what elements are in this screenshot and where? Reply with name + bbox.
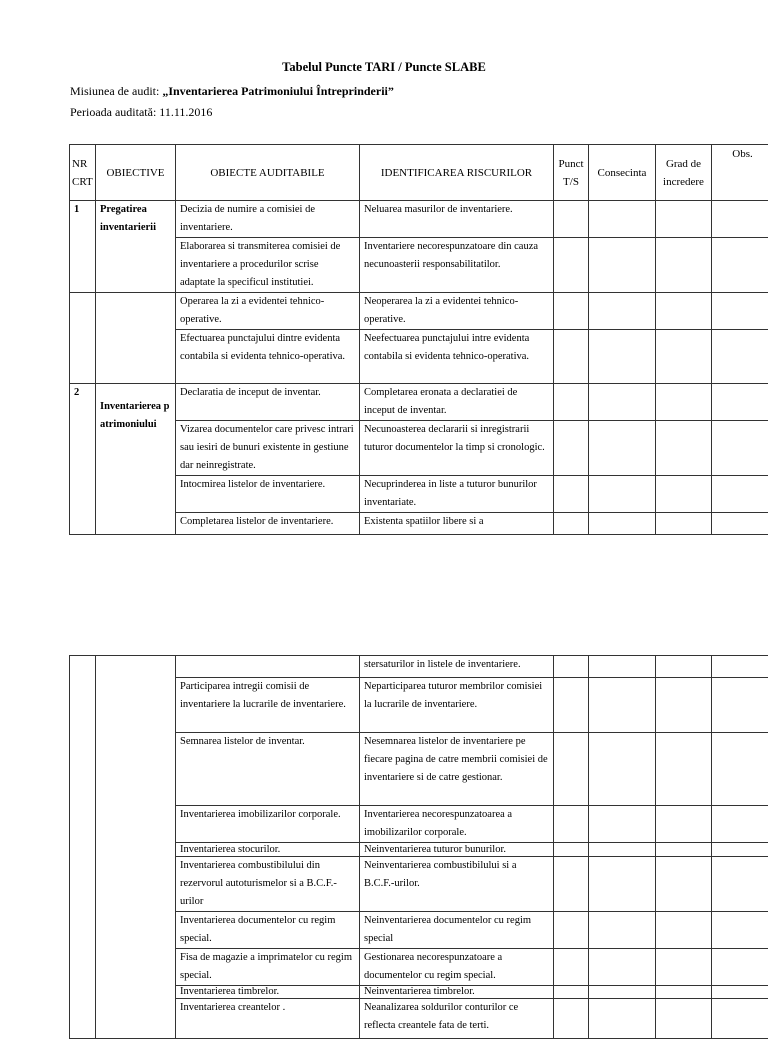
table-row — [70, 656, 768, 678]
obs-cell — [712, 843, 768, 857]
auditable-object-cell: Efectuarea punctajului dintre evidenta contabila si evidenta tehnico-operativa. — [176, 330, 360, 384]
obs-cell — [712, 384, 768, 421]
punct-cell — [554, 513, 589, 535]
objective-cell: Pregatirea inventarierii — [96, 201, 176, 293]
risk-cell: Neoperarea la zi a evidentei tehnico-operative. — [360, 293, 554, 330]
consecinta-cell — [589, 384, 656, 421]
obs-cell — [712, 806, 768, 843]
punct-cell — [554, 806, 589, 843]
auditable-object-cell: Elaborarea si transmiterea comisiei de inventariere a procedurilor scrise adaptate la specificul institutiei. — [176, 238, 360, 293]
grad-cell — [656, 656, 712, 678]
risk-cell: Inventariere necorespunzatoare din cauza necunoasterii responsabilitatilor. — [360, 238, 554, 293]
auditable-object-cell: Semnarea listelor de inventar. — [176, 733, 360, 806]
consecinta-cell — [589, 949, 656, 986]
audit-mission-label: Misiunea de audit: — [70, 84, 162, 98]
risk-cell: Nesemnarea listelor de inventariere pe fiecare pagina de catre membrii comisiei de inventariere si de catre gestionar. — [360, 733, 554, 806]
table-row — [70, 201, 768, 238]
grad-cell — [656, 476, 712, 513]
document-title: Tabelul Puncte TARI / Puncte SLABE — [0, 60, 768, 75]
obs-cell — [712, 330, 768, 384]
punct-cell — [554, 733, 589, 806]
consecinta-cell — [589, 678, 656, 733]
consecinta-cell — [589, 843, 656, 857]
header-obiective: OBIECTIVE — [96, 145, 176, 201]
objective-text: Inventarierea patrimoniului — [100, 384, 171, 434]
punct-cell — [554, 330, 589, 384]
auditable-object-cell: Inventarierea combustibilului din rezervorul autoturismelor si a B.C.F.-urilor — [176, 857, 360, 912]
audit-mission-value: „Inventarierea Patrimoniului Întreprinderii” — [162, 84, 394, 98]
obs-cell — [712, 513, 768, 535]
auditable-object-cell: Declaratia de inceput de inventar. — [176, 384, 360, 421]
header-grad-de-incredere: Grad de incredere — [656, 145, 712, 201]
grad-cell — [656, 330, 712, 384]
auditable-object-cell: Inventarierea documentelor cu regim special. — [176, 912, 360, 949]
objective-cell — [96, 656, 176, 1039]
objective-cell — [96, 293, 176, 384]
grad-cell — [656, 843, 712, 857]
audit-table-page-1 — [69, 144, 768, 535]
obs-cell — [712, 733, 768, 806]
consecinta-cell — [589, 476, 656, 513]
obs-cell — [712, 201, 768, 238]
grad-cell — [656, 857, 712, 912]
consecinta-cell — [589, 201, 656, 238]
consecinta-cell — [589, 656, 656, 678]
obs-cell — [712, 421, 768, 476]
audit-period: Perioada auditată: 11.11.2016 — [70, 105, 212, 120]
header-obiecte-auditabile: OBIECTE AUDITABILE — [176, 145, 360, 201]
auditable-object-cell: Inventarierea timbrelor. — [176, 986, 360, 999]
punct-cell — [554, 843, 589, 857]
obs-cell — [712, 912, 768, 949]
auditable-object-cell: Inventarierea imobilizarilor corporale. — [176, 806, 360, 843]
auditable-object-cell: Fisa de magazie a imprimatelor cu regim special. — [176, 949, 360, 986]
punct-cell — [554, 293, 589, 330]
header-identificarea-riscurilor: IDENTIFICAREA RISCURILOR — [360, 145, 554, 201]
row-number: 2 — [70, 384, 96, 535]
punct-cell — [554, 857, 589, 912]
grad-cell — [656, 513, 712, 535]
risk-cell: Neinventarierea combustibilului si a B.C.F.-urilor. — [360, 857, 554, 912]
risk-cell: Completarea eronata a declaratiei de inceput de inventar. — [360, 384, 554, 421]
consecinta-cell — [589, 513, 656, 535]
consecinta-cell — [589, 857, 656, 912]
grad-cell — [656, 384, 712, 421]
obs-cell — [712, 476, 768, 513]
table-row — [70, 384, 768, 421]
punct-cell — [554, 476, 589, 513]
audit-mission — [70, 84, 394, 99]
obs-cell — [712, 678, 768, 733]
risk-cell: Neefectuarea punctajului intre evidenta contabila si evidenta tehnico-operativa. — [360, 330, 554, 384]
auditable-object-cell: Completarea listelor de inventariere. — [176, 513, 360, 535]
punct-cell — [554, 238, 589, 293]
auditable-object-cell: Inventarierea creantelor . — [176, 999, 360, 1039]
auditable-object-cell: Intocmirea listelor de inventariere. — [176, 476, 360, 513]
grad-cell — [656, 949, 712, 986]
punct-cell — [554, 986, 589, 999]
consecinta-cell — [589, 986, 656, 999]
obs-cell — [712, 238, 768, 293]
risk-cell: Neparticiparea tuturor membrilor comisiei la lucrarile de inventariere. — [360, 678, 554, 733]
risk-cell: Gestionarea necorespunzatoare a documentelor cu regim special. — [360, 949, 554, 986]
punct-cell — [554, 201, 589, 238]
punct-cell — [554, 384, 589, 421]
risk-cell: stersaturilor in listele de inventariere. — [360, 656, 554, 678]
consecinta-cell — [589, 999, 656, 1039]
risk-cell: Neanalizarea soldurilor conturilor ce reflecta creantele fata de terti. — [360, 999, 554, 1039]
consecinta-cell — [589, 733, 656, 806]
audit-table-page-2 — [69, 655, 768, 1039]
grad-cell — [656, 201, 712, 238]
auditable-object-cell: Inventarierea stocurilor. — [176, 843, 360, 857]
grad-cell — [656, 986, 712, 999]
table-row — [70, 293, 768, 330]
header-consecinta: Consecinta — [589, 145, 656, 201]
row-number: 1 — [70, 201, 96, 293]
obs-cell — [712, 999, 768, 1039]
auditable-object-cell: Decizia de numire a comisiei de inventariere. — [176, 201, 360, 238]
risk-cell: Neinventarierea tuturor bunurilor. — [360, 843, 554, 857]
grad-cell — [656, 999, 712, 1039]
risk-cell: Neluarea masurilor de inventariere. — [360, 201, 554, 238]
consecinta-cell — [589, 421, 656, 476]
punct-cell — [554, 949, 589, 986]
row-number — [70, 293, 96, 384]
header-obs: Obs. — [712, 145, 768, 201]
risk-cell: Necunoasterea declararii si inregistrarii tuturor documentelor la timp si cronologic. — [360, 421, 554, 476]
auditable-object-cell — [176, 656, 360, 678]
auditable-object-cell: Vizarea documentelor care privesc intrari sau iesiri de bunuri existente in gestiune dar neinregistrate. — [176, 421, 360, 476]
consecinta-cell — [589, 806, 656, 843]
risk-cell: Neinventarierea timbrelor. — [360, 986, 554, 999]
punct-cell — [554, 999, 589, 1039]
header-nr-crt: NR CRT — [70, 145, 96, 201]
consecinta-cell — [589, 330, 656, 384]
grad-cell — [656, 421, 712, 476]
auditable-object-cell: Operarea la zi a evidentei tehnico-operative. — [176, 293, 360, 330]
risk-cell: Existenta spatiilor libere si a — [360, 513, 554, 535]
auditable-object-cell: Participarea intregii comisii de inventariere la lucrarile de inventariere. — [176, 678, 360, 733]
table-header-row — [70, 145, 768, 201]
grad-cell — [656, 733, 712, 806]
obs-cell — [712, 986, 768, 999]
grad-cell — [656, 912, 712, 949]
punct-cell — [554, 912, 589, 949]
obs-cell — [712, 656, 768, 678]
consecinta-cell — [589, 293, 656, 330]
obs-cell — [712, 857, 768, 912]
risk-cell: Neinventarierea documentelor cu regim special — [360, 912, 554, 949]
consecinta-cell — [589, 238, 656, 293]
grad-cell — [656, 238, 712, 293]
header-punct-ts: Punct T/S — [554, 145, 589, 201]
obs-cell — [712, 293, 768, 330]
obs-cell — [712, 949, 768, 986]
punct-cell — [554, 656, 589, 678]
consecinta-cell — [589, 912, 656, 949]
risk-cell: Inventarierea necorespunzatoarea a imobilizarilor corporale. — [360, 806, 554, 843]
punct-cell — [554, 421, 589, 476]
punct-cell — [554, 678, 589, 733]
grad-cell — [656, 678, 712, 733]
risk-cell: Necuprinderea in liste a tuturor bunurilor inventariate. — [360, 476, 554, 513]
grad-cell — [656, 806, 712, 843]
grad-cell — [656, 293, 712, 330]
row-number — [70, 656, 96, 1039]
objective-cell — [96, 384, 176, 535]
